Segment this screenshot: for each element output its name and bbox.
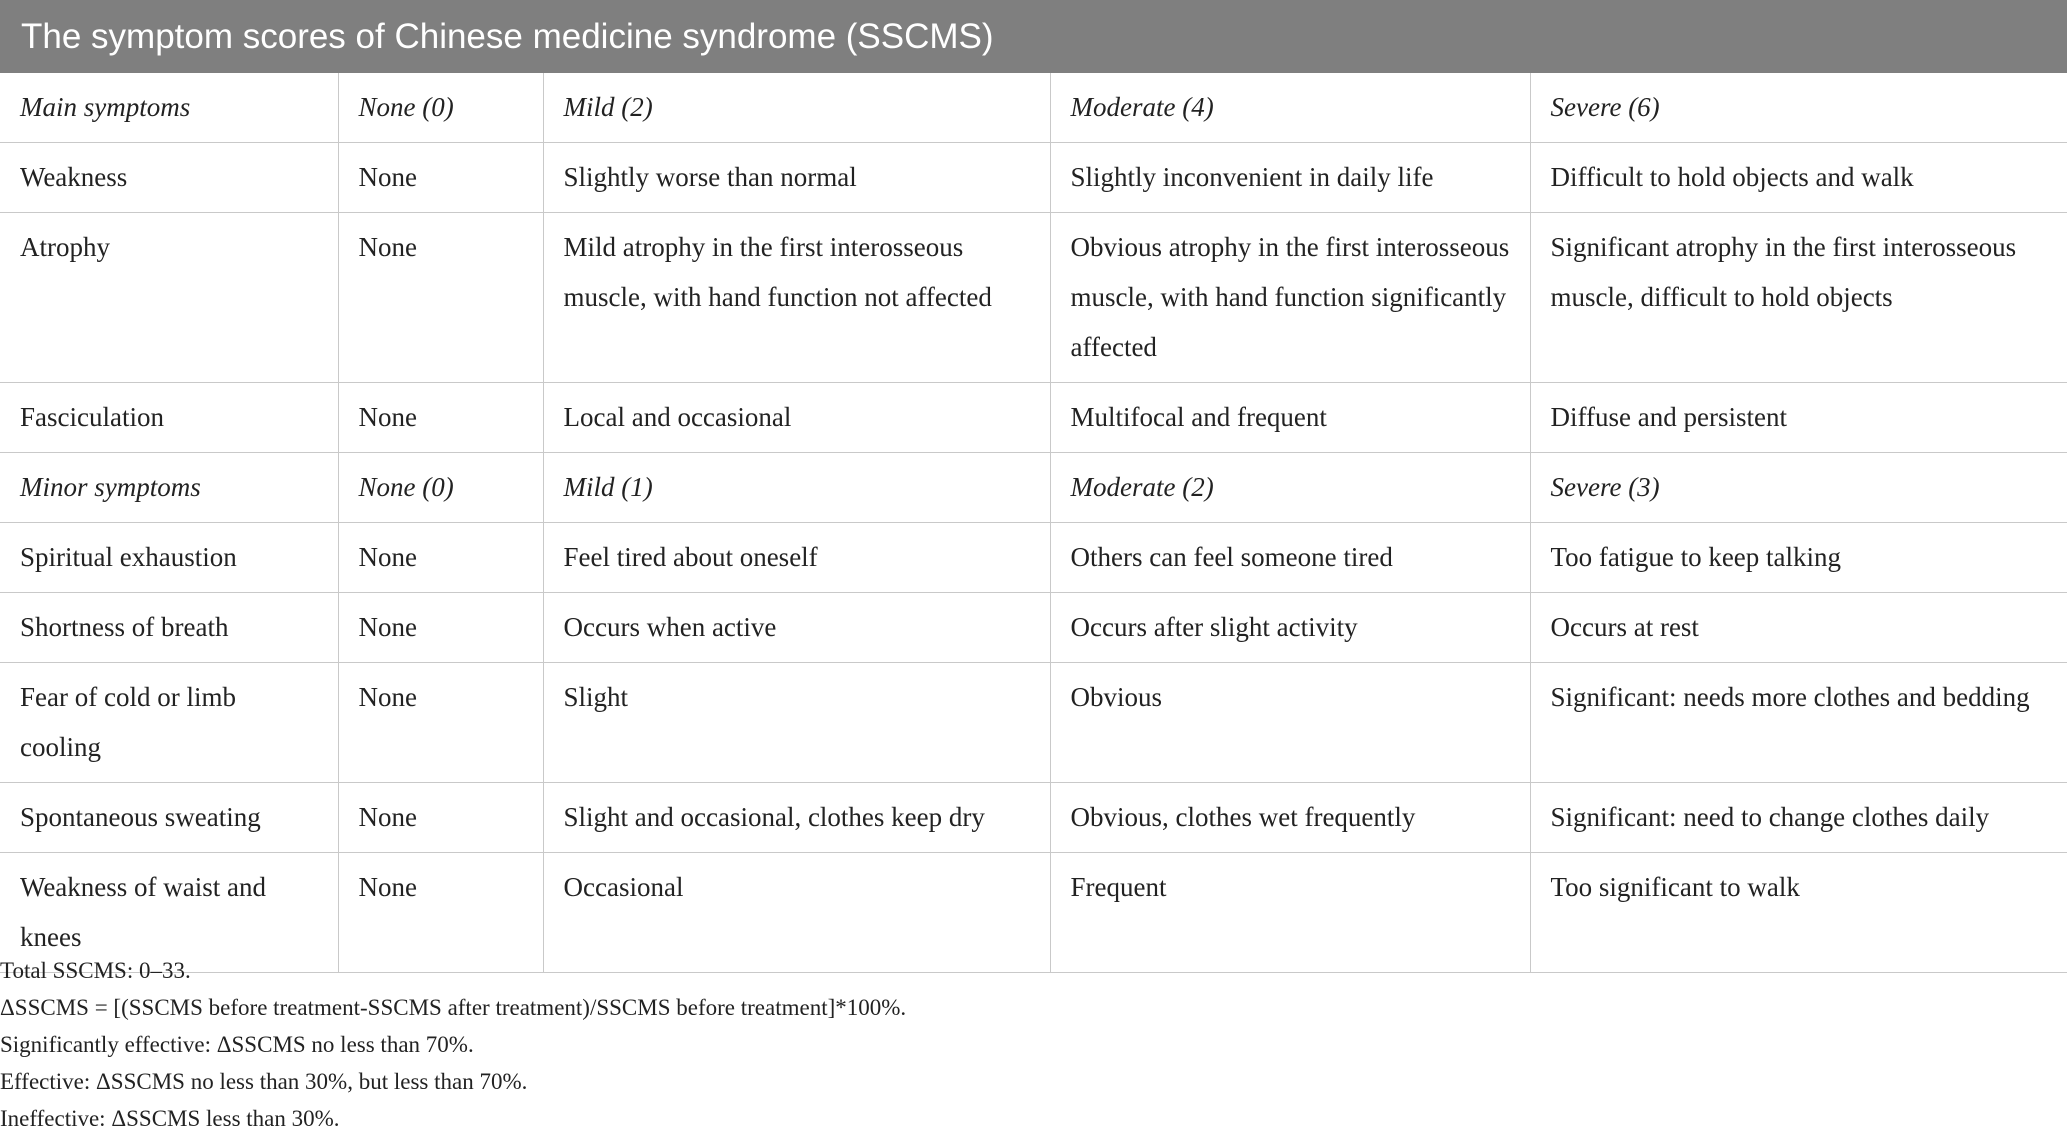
header-cell: Mild (2) [543, 73, 1050, 143]
header-cell: Minor symptoms [0, 453, 338, 523]
table-cell: Significant: needs more clothes and bedding [1530, 663, 2067, 783]
table-cell: Slightly worse than normal [543, 143, 1050, 213]
symptom-cell: Fear of cold or limb cooling [0, 663, 338, 783]
footnote: Total SSCMS: 0–33. [0, 958, 191, 983]
table-cell: Mild atrophy in the first interosseous muscle, with hand function not affected [543, 213, 1050, 383]
table-cell: Multifocal and frequent [1050, 383, 1530, 453]
footnote: ΔSSCMS = [(SSCMS before treatment-SSCMS after treatment)/SSCMS before treatment]*100%. [0, 995, 907, 1020]
table-cell: Too significant to walk [1530, 853, 2067, 973]
table-cell: Occurs at rest [1530, 593, 2067, 663]
symptom-cell: Spiritual exhaustion [0, 523, 338, 593]
table-cell: Too fatigue to keep talking [1530, 523, 2067, 593]
table-cell: Feel tired about oneself [543, 523, 1050, 593]
minor-symptoms-header-row [0, 453, 2067, 523]
header-cell: None (0) [338, 73, 543, 143]
header-cell: Moderate (2) [1050, 453, 1530, 523]
symptom-cell: Weakness of waist and knees [0, 853, 338, 973]
table-title: The symptom scores of Chinese medicine syndrome (SSCMS) [0, 0, 2067, 73]
symptom-cell: Fasciculation [0, 383, 338, 453]
table-cell: Obvious [1050, 663, 1530, 783]
header-cell: Severe (6) [1530, 73, 2067, 143]
table-cell: Significant: need to change clothes daily [1530, 783, 2067, 853]
header-cell: Moderate (4) [1050, 73, 1530, 143]
table-cell: Local and occasional [543, 383, 1050, 453]
main-symptoms-header-row [0, 73, 2067, 143]
footnote: Significantly effective: ΔSSCMS no less than 70%. [0, 1032, 474, 1057]
table-cell: None [338, 593, 543, 663]
table-row [0, 523, 2067, 593]
table-cell: Diffuse and persistent [1530, 383, 2067, 453]
symptom-score-table [0, 73, 2067, 973]
table-cell: Difficult to hold objects and walk [1530, 143, 2067, 213]
table-row [0, 783, 2067, 853]
table-cell: Slight and occasional, clothes keep dry [543, 783, 1050, 853]
table-cell: None [338, 523, 543, 593]
table-row [0, 143, 2067, 213]
header-cell: Mild (1) [543, 453, 1050, 523]
table-cell: Slight [543, 663, 1050, 783]
table-row [0, 213, 2067, 383]
header-cell: Main symptoms [0, 73, 338, 143]
table-cell: Others can feel someone tired [1050, 523, 1530, 593]
table-cell: Occurs when active [543, 593, 1050, 663]
symptom-cell: Spontaneous sweating [0, 783, 338, 853]
header-cell: Severe (3) [1530, 453, 2067, 523]
table-cell: Significant atrophy in the first interosseous muscle, difficult to hold objects [1530, 213, 2067, 383]
footnote: Effective: ΔSSCMS no less than 30%, but less than 70%. [0, 1069, 528, 1094]
table-cell: Slightly inconvenient in daily life [1050, 143, 1530, 213]
header-cell: None (0) [338, 453, 543, 523]
table-cell: Obvious, clothes wet frequently [1050, 783, 1530, 853]
table-cell: None [338, 783, 543, 853]
table-cell: None [338, 853, 543, 973]
footnote: Ineffective: ΔSSCMS less than 30%. [0, 1106, 340, 1131]
table-cell: None [338, 213, 543, 383]
table-cell: None [338, 383, 543, 453]
table-footnotes [0, 952, 906, 1137]
table-cell: Occasional [543, 853, 1050, 973]
symptom-cell: Weakness [0, 143, 338, 213]
table-row [0, 383, 2067, 453]
table-cell: None [338, 663, 543, 783]
table-row [0, 593, 2067, 663]
symptom-cell: Atrophy [0, 213, 338, 383]
table-cell: Occurs after slight activity [1050, 593, 1530, 663]
table-cell: Obvious atrophy in the first interosseous muscle, with hand function significantly affected [1050, 213, 1530, 383]
table-cell: None [338, 143, 543, 213]
table-row [0, 663, 2067, 783]
table-cell: Frequent [1050, 853, 1530, 973]
symptom-cell: Shortness of breath [0, 593, 338, 663]
